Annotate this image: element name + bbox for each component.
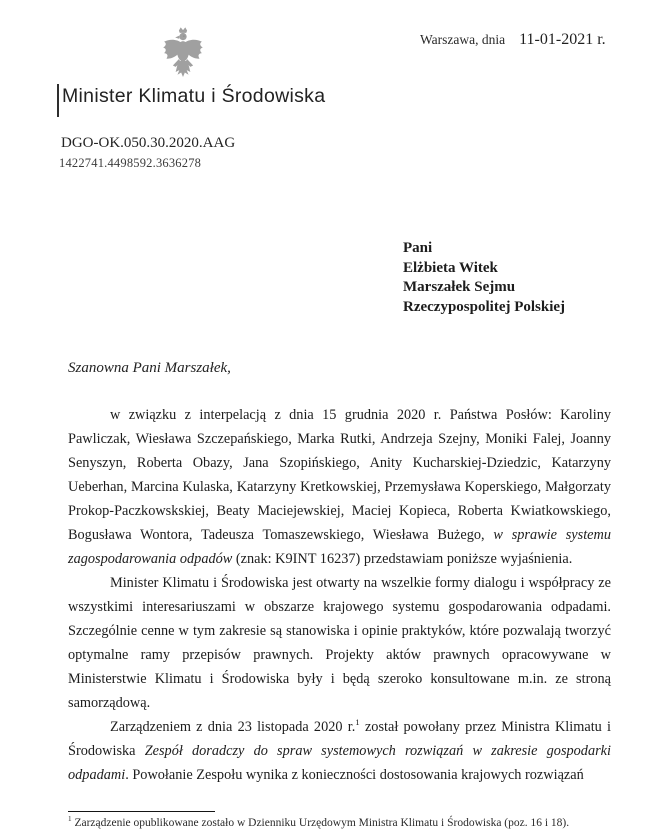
footnote xyxy=(68,817,633,829)
salutation: Szanowna Pani Marszałek, xyxy=(68,360,231,376)
letter-body xyxy=(68,403,611,787)
footnote-text: Zarządzenie opublikowane zostało w Dzienniku Urzędowym Ministra Klimatu i Środowiska (poz. 16 i 18). xyxy=(71,817,570,829)
paragraph-1-run-3: (znak: K9INT 16237) przedstawiam poniższe wyjaśnienia. xyxy=(232,551,573,567)
polish-eagle-emblem-icon xyxy=(160,26,206,83)
footnote-separator xyxy=(68,811,215,812)
paragraph-3-run-4: . Powołanie Zespołu wynika z konieczności dostosowania krajowych rozwiązań xyxy=(125,767,584,783)
paragraph-1-italic-run: w sprawie systemu zagospodarowania odpadów xyxy=(68,527,611,567)
recipient-line-salutation: Pani xyxy=(403,240,433,256)
footnote-number: 1 xyxy=(68,815,72,824)
place-date-label: Warszawa, dnia xyxy=(420,32,506,47)
reference-number: DGO-OK.050.30.2020.AAG xyxy=(61,135,236,151)
date-value: 11-01-2021 r. xyxy=(519,31,606,48)
recipient-line-institution: Rzeczypospolitej Polskiej xyxy=(403,298,566,315)
document-id: 1422741.4498592.3636278 xyxy=(59,156,202,170)
paragraph-3 xyxy=(68,715,611,787)
paragraph-1 xyxy=(68,403,611,571)
recipient-line-name: Elżbieta Witek xyxy=(403,259,498,276)
paragraph-3-run-2: został powołany przez Ministra Klimatu i Środowiska xyxy=(68,719,612,759)
place-date-line xyxy=(420,31,606,49)
footnote-reference-marker: 1 xyxy=(355,717,360,728)
recipient-block xyxy=(403,239,565,317)
paragraph-3-italic-run: Zespół doradczy do spraw systemowych rozwiązań w zakresie gospodarki odpadami xyxy=(68,743,611,783)
paragraph-1-run-1: w związku z interpelacją z dnia 15 grudnia 2020 r. Państwa Posłów: Karoliny Pawliczak, Wiesława Szczepańskiego, Marka Rutki, Andrzeja Szejny, Moniki Falej, Joanny Senyszyn, Roberta Obazy, Jana Szopińskiego, Anity Kucharskiej-Dziedzic, Katarzyny Ueberhan, Marcina Kulaska, Katarzyny Kretkowskiej, Przemysława Koperskiego, Małgorzaty Prokop-Paczkowskskiej, Beaty Maciejewskiej, Maciej Kopieca, Roberta Kwiatkowskiego, Bogusława Wontora, Tadeusza Tomaszewskiego, Wiesława Bużego, xyxy=(68,407,611,543)
sender-title: Minister Klimatu i Środowiska xyxy=(62,85,326,107)
paragraph-3-run-1: Zarządzeniem z dnia 23 listopada 2020 r. xyxy=(110,719,356,735)
recipient-line-role: Marszałek Sejmu xyxy=(403,279,516,295)
text-cursor-artifact xyxy=(57,84,59,117)
paragraph-2: Minister Klimatu i Środowiska jest otwarty na wszelkie formy dialogu i współpracy ze wszystkimi interesariuszami w obszarze krajowego systemu gospodarowania odpadami. Szczególnie cenne w tym zakresie są stanowiska i opinie praktyków, które pozwalają tworzyć optymalne ramy przepisów prawnych. Projekty aktów prawnych opracowywane w Ministerstwie Klimatu i Środowiska były i będą szeroko konsultowane m.in. ze stroną samorządową. xyxy=(68,575,611,711)
